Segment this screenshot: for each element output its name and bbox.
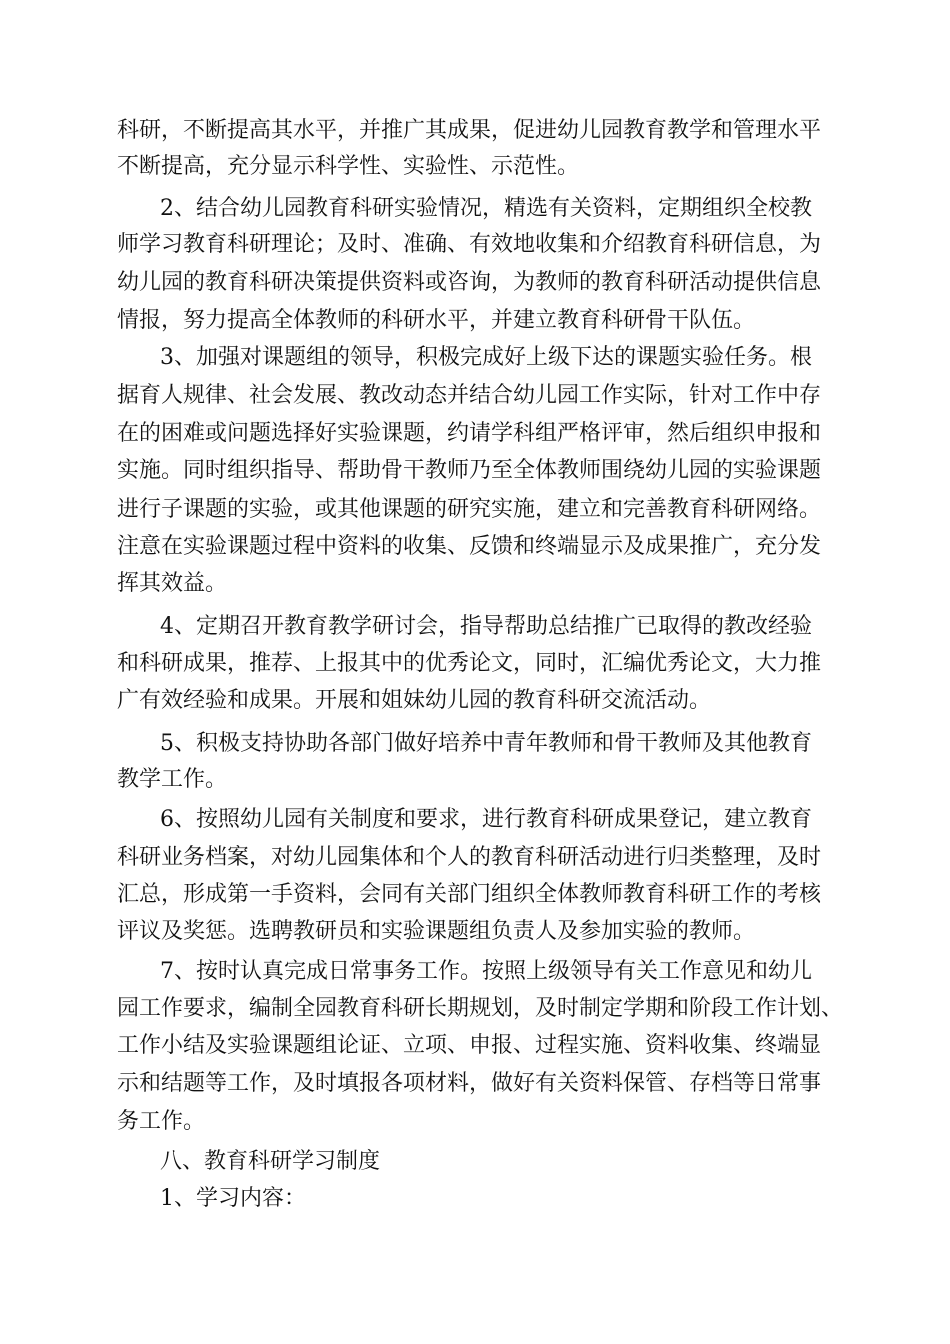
text-line: 评议及奖惩。选聘教研员和实验课题组负责人及参加实验的教师。: [117, 919, 756, 944]
text-line: 科研，不断提高其水平，并推广其成果，促进幼儿园教育教学和管理水平: [117, 118, 822, 143]
text-line: 注意在实验课题过程中资料的收集、反馈和终端显示及成果推广，充分发: [117, 534, 822, 559]
text-line: 科研业务档案，对幼儿园集体和个人的教育科研活动进行归类整理，及时: [117, 845, 822, 870]
subsection-heading: 1、学习内容：: [160, 1186, 306, 1211]
paragraph-start-line: 3、加强对课题组的领导，积极完成好上级下达的课题实验任务。根: [160, 345, 812, 370]
section-heading: 八、教育科研学习制度: [160, 1149, 381, 1174]
text-line: 园工作要求，编制全园教育科研长期规划，及时制定学期和阶段工作计划、: [117, 996, 844, 1021]
text-line: 据育人规律、社会发展、教改动态并结合幼儿园工作实际，针对工作中存: [117, 383, 822, 408]
text-line: 幼儿园的教育科研决策提供资料或咨询，为教师的教育科研活动提供信息: [117, 270, 822, 295]
text-line: 不断提高，充分显示科学性、实验性、示范性。: [117, 154, 580, 179]
text-line: 广有效经验和成果。开展和姐妹幼儿园的教育科研交流活动。: [117, 688, 712, 713]
text-line: 务工作。: [117, 1109, 206, 1134]
text-line: 教学工作。: [117, 767, 228, 792]
paragraph-start-line: 7、按时认真完成日常事务工作。按照上级领导有关工作意见和幼儿: [160, 959, 812, 984]
text-line: 师学习教育科研理论；及时、准确、有效地收集和介绍教育科研信息，为: [117, 232, 822, 257]
text-line: 在的困难或问题选择好实验课题，约请学科组严格评审，然后组织申报和: [117, 421, 822, 446]
text-line: 汇总，形成第一手资料，会同有关部门组织全体教师教育科研工作的考核: [117, 882, 822, 907]
paragraph-start-line: 6、按照幼儿园有关制度和要求，进行教育科研成果登记，建立教育: [160, 807, 812, 832]
text-line: 进行子课题的实验，或其他课题的研究实施，建立和完善教育科研网络。: [117, 497, 822, 522]
paragraph-start-line: 2、结合幼儿园教育科研实验情况，精选有关资料，定期组织全校教: [160, 196, 812, 221]
text-line: 实施。同时组织指导、帮助骨干教师乃至全体教师围绕幼儿园的实验课题: [117, 458, 822, 483]
text-line: 情报，努力提高全体教师的科研水平，并建立教育科研骨干队伍。: [117, 308, 756, 333]
paragraph-start-line: 5、积极支持协助各部门做好培养中青年教师和骨干教师及其他教育: [160, 731, 812, 756]
text-line: 示和结题等工作，及时填报各项材料，做好有关资料保管、存档等日常事: [117, 1071, 822, 1096]
paragraph-start-line: 4、定期召开教育教学研讨会，指导帮助总结推广已取得的教改经验: [160, 614, 812, 639]
text-line: 工作小结及实验课题组论证、立项、申报、过程实施、资料收集、终端显: [117, 1033, 822, 1058]
text-line: 挥其效益。: [117, 571, 228, 596]
text-line: 和科研成果，推荐、上报其中的优秀论文，同时，汇编优秀论文，大力推: [117, 651, 822, 676]
